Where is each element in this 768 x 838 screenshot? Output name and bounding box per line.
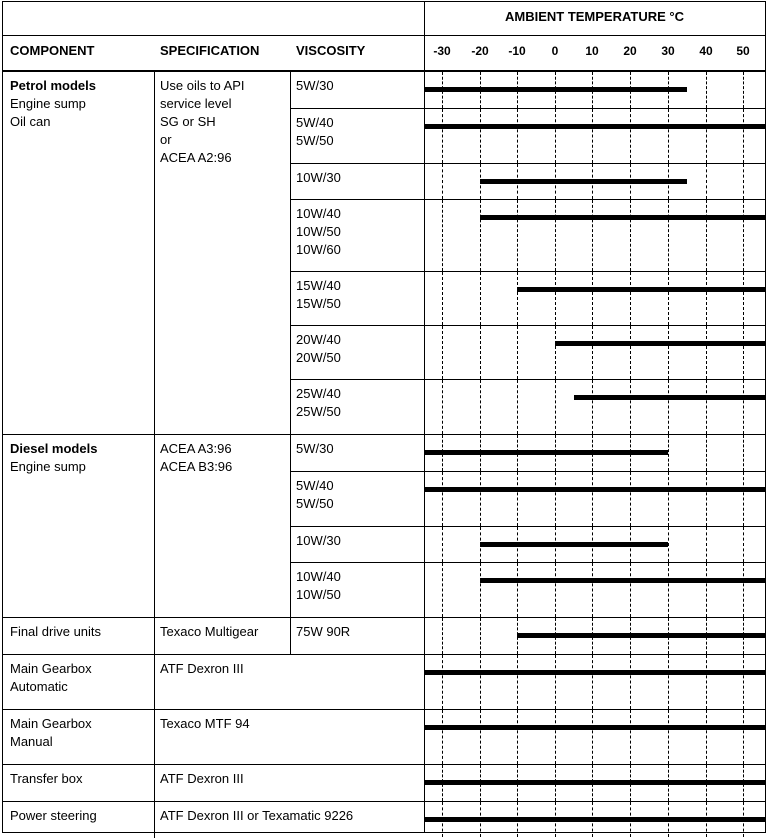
temperature-gridline <box>442 655 443 709</box>
temperature-gridline <box>555 380 556 434</box>
temperature-gridline <box>555 563 556 617</box>
column-header-component: COMPONENT <box>10 43 95 58</box>
column-divider <box>154 617 155 655</box>
temperature-gridline <box>706 655 707 709</box>
specification-text: ACEA B3:96 <box>160 459 233 474</box>
temperature-range-bar <box>424 670 765 675</box>
column-divider <box>290 617 291 655</box>
temperature-gridline <box>442 326 443 379</box>
temperature-gridline <box>442 472 443 526</box>
component-name: Automatic <box>10 679 68 694</box>
temperature-gridline <box>630 326 631 379</box>
temperature-gridline <box>630 710 631 764</box>
row-rule <box>290 271 766 272</box>
viscosity-grade: 5W/40 <box>296 478 334 493</box>
temperature-gridline <box>743 710 744 764</box>
temperature-gridline <box>480 200 481 271</box>
temperature-gridline <box>442 380 443 434</box>
temperature-gridline <box>668 272 669 325</box>
temperature-tick-label: 30 <box>661 44 675 58</box>
temperature-gridline <box>743 109 744 163</box>
temperature-gridline <box>706 200 707 271</box>
row-rule <box>2 654 766 655</box>
temperature-gridline <box>743 563 744 617</box>
temperature-gridline <box>592 380 593 434</box>
specification-text: SG or SH <box>160 114 216 129</box>
temperature-range-bar <box>424 817 765 822</box>
temperature-gridline <box>706 272 707 325</box>
row-rule <box>2 764 766 765</box>
temperature-gridline <box>743 435 744 471</box>
specification-text: ACEA A3:96 <box>160 441 232 456</box>
viscosity-grade: 5W/30 <box>296 441 334 456</box>
viscosity-grade: 20W/40 <box>296 332 341 347</box>
group-rule <box>2 617 766 618</box>
component-name: Power steering <box>10 808 97 823</box>
viscosity-grade: 10W/50 <box>296 587 341 602</box>
temperature-gridline <box>480 326 481 379</box>
component-name: Transfer box <box>10 771 83 786</box>
temperature-gridline <box>706 472 707 526</box>
temperature-gridline <box>555 710 556 764</box>
temperature-gridline <box>517 655 518 709</box>
temperature-gridline <box>442 618 443 654</box>
viscosity-grade: 15W/50 <box>296 296 341 311</box>
temperature-gridline <box>743 326 744 379</box>
viscosity-grade: 75W 90R <box>296 624 351 639</box>
temperature-gridline <box>743 380 744 434</box>
temperature-gridline <box>555 655 556 709</box>
temperature-gridline <box>668 655 669 709</box>
temperature-gridline <box>743 472 744 526</box>
temperature-gridline <box>630 380 631 434</box>
viscosity-grade: 10W/30 <box>296 170 341 185</box>
temperature-gridline <box>668 109 669 163</box>
temperature-gridline <box>668 380 669 434</box>
temperature-gridline <box>668 435 669 471</box>
temperature-gridline <box>480 380 481 434</box>
temperature-gridline <box>706 710 707 764</box>
temperature-gridline <box>517 272 518 325</box>
temperature-range-bar <box>424 87 687 92</box>
temperature-gridline <box>743 164 744 199</box>
viscosity-grade: 25W/50 <box>296 404 341 419</box>
temperature-gridline <box>706 563 707 617</box>
component-name: Petrol models <box>10 78 96 93</box>
temperature-range-bar <box>480 215 765 220</box>
temperature-range-bar <box>480 179 687 184</box>
temperature-gridline <box>480 655 481 709</box>
temperature-gridline <box>706 326 707 379</box>
temperature-gridline <box>743 655 744 709</box>
column-divider <box>154 71 155 435</box>
component-name: Final drive units <box>10 624 102 639</box>
specification-text: or <box>160 132 172 147</box>
temperature-gridline <box>592 710 593 764</box>
temperature-gridline <box>592 563 593 617</box>
temperature-gridline <box>592 272 593 325</box>
specification-text: ACEA A2:96 <box>160 150 232 165</box>
row-rule <box>290 163 766 164</box>
temperature-gridline <box>517 710 518 764</box>
table-border-top <box>2 1 766 2</box>
temperature-gridline <box>480 618 481 654</box>
temperature-gridline <box>706 164 707 199</box>
temperature-range-bar <box>517 287 765 292</box>
temperature-tick-label: 0 <box>551 44 559 58</box>
temperature-gridline <box>668 710 669 764</box>
row-rule <box>290 199 766 200</box>
component-detail: Oil can <box>10 114 51 129</box>
temperature-gridline <box>592 472 593 526</box>
column-divider <box>154 764 155 802</box>
viscosity-grade: 10W/30 <box>296 533 341 548</box>
temperature-tick-label: -10 <box>508 44 526 58</box>
temperature-gridline <box>668 563 669 617</box>
column-divider <box>154 709 155 765</box>
temperature-gridline <box>517 563 518 617</box>
temperature-gridline <box>480 563 481 617</box>
temperature-gridline <box>480 109 481 163</box>
ambient-temperature-title: AMBIENT TEMPERATURE °C <box>504 9 684 24</box>
temperature-gridline <box>630 200 631 271</box>
temperature-tick-label: -20 <box>471 44 489 58</box>
specification-text: ATF Dexron III or Texamatic 9226 <box>160 808 354 823</box>
specification-text: ATF Dexron III <box>160 661 244 676</box>
temperature-tick-label: -30 <box>433 44 451 58</box>
temperature-gridline <box>630 109 631 163</box>
temperature-gridline <box>555 326 556 379</box>
temperature-gridline <box>592 109 593 163</box>
temperature-gridline <box>630 472 631 526</box>
temperature-gridline <box>442 710 443 764</box>
specification-text: Texaco MTF 94 <box>160 716 250 731</box>
row-rule <box>2 801 766 802</box>
temperature-gridline <box>480 710 481 764</box>
viscosity-grade: 5W/40 <box>296 115 334 130</box>
column-divider <box>290 71 291 435</box>
temperature-gridline <box>442 527 443 562</box>
row-rule <box>290 526 766 527</box>
temperature-gridline <box>668 200 669 271</box>
temperature-gridline <box>555 272 556 325</box>
temperature-gridline <box>668 326 669 379</box>
temperature-gridline <box>668 527 669 562</box>
temperature-range-bar <box>424 124 765 129</box>
temperature-gridline <box>517 109 518 163</box>
viscosity-grade: 5W/50 <box>296 496 334 511</box>
component-name: Diesel models <box>10 441 98 456</box>
temperature-gridline <box>743 272 744 325</box>
viscosity-grade: 10W/60 <box>296 242 341 257</box>
temperature-tick-label: 50 <box>736 44 750 58</box>
viscosity-grade: 10W/40 <box>296 569 341 584</box>
component-name: Main Gearbox <box>10 716 92 731</box>
temperature-gridline <box>442 164 443 199</box>
column-divider <box>154 654 155 710</box>
temperature-tick-label: 10 <box>585 44 599 58</box>
temperature-range-bar <box>517 633 765 638</box>
temperature-gridline <box>555 200 556 271</box>
temperature-range-bar <box>480 578 765 583</box>
temperature-gridline <box>480 272 481 325</box>
temperature-gridline <box>668 472 669 526</box>
viscosity-grade: 10W/40 <box>296 206 341 221</box>
temperature-gridline <box>517 380 518 434</box>
column-header-viscosity: VISCOSITY <box>296 43 366 58</box>
temperature-gridline <box>517 200 518 271</box>
temperature-gridline <box>630 655 631 709</box>
row-rule <box>290 325 766 326</box>
temperature-gridline <box>442 109 443 163</box>
temperature-gridline <box>630 272 631 325</box>
temperature-range-bar <box>555 341 765 346</box>
header-rule <box>2 35 766 36</box>
viscosity-grade: 5W/50 <box>296 133 334 148</box>
temperature-gridline <box>743 527 744 562</box>
temperature-gridline <box>706 435 707 471</box>
temperature-gridline <box>442 272 443 325</box>
temperature-gridline <box>630 563 631 617</box>
temperature-gridline <box>592 655 593 709</box>
temperature-gridline <box>706 380 707 434</box>
column-header-specification: SPECIFICATION <box>160 43 260 58</box>
column-divider <box>154 434 155 618</box>
temperature-range-bar <box>424 450 668 455</box>
component-name: Manual <box>10 734 53 749</box>
row-rule <box>290 379 766 380</box>
specification-text: service level <box>160 96 232 111</box>
temperature-gridline <box>517 326 518 379</box>
temperature-gridline <box>592 326 593 379</box>
temperature-range-bar <box>424 487 765 492</box>
temperature-gridline <box>480 472 481 526</box>
temperature-range-bar <box>424 780 765 785</box>
temperature-range-bar <box>424 725 765 730</box>
row-rule <box>290 471 766 472</box>
viscosity-grade: 10W/50 <box>296 224 341 239</box>
temperature-gridline <box>517 472 518 526</box>
temperature-gridline <box>555 472 556 526</box>
viscosity-grade: 5W/30 <box>296 78 334 93</box>
row-rule <box>290 562 766 563</box>
component-detail: Engine sump <box>10 459 86 474</box>
temperature-gridline <box>743 200 744 271</box>
viscosity-grade: 25W/40 <box>296 386 341 401</box>
temperature-range-bar <box>574 395 765 400</box>
specification-text: ATF Dexron III <box>160 771 244 786</box>
temperature-gridline <box>706 72 707 108</box>
row-rule <box>290 108 766 109</box>
temperature-range-bar <box>480 542 668 547</box>
specification-text: Use oils to API <box>160 78 245 93</box>
component-detail: Engine sump <box>10 96 86 111</box>
temperature-gridline <box>442 563 443 617</box>
specification-text: Texaco Multigear <box>160 624 259 639</box>
temperature-tick-label: 40 <box>699 44 713 58</box>
temperature-gridline <box>555 109 556 163</box>
temperature-gridline <box>706 527 707 562</box>
viscosity-grade: 15W/40 <box>296 278 341 293</box>
group-rule <box>2 434 766 435</box>
row-rule <box>2 709 766 710</box>
column-divider <box>290 434 291 618</box>
component-name: Main Gearbox <box>10 661 92 676</box>
temperature-gridline <box>592 200 593 271</box>
temperature-gridline <box>743 72 744 108</box>
temperature-gridline <box>442 200 443 271</box>
temperature-tick-label: 20 <box>623 44 637 58</box>
header-rule <box>2 71 766 72</box>
viscosity-grade: 20W/50 <box>296 350 341 365</box>
temperature-gridline <box>706 109 707 163</box>
